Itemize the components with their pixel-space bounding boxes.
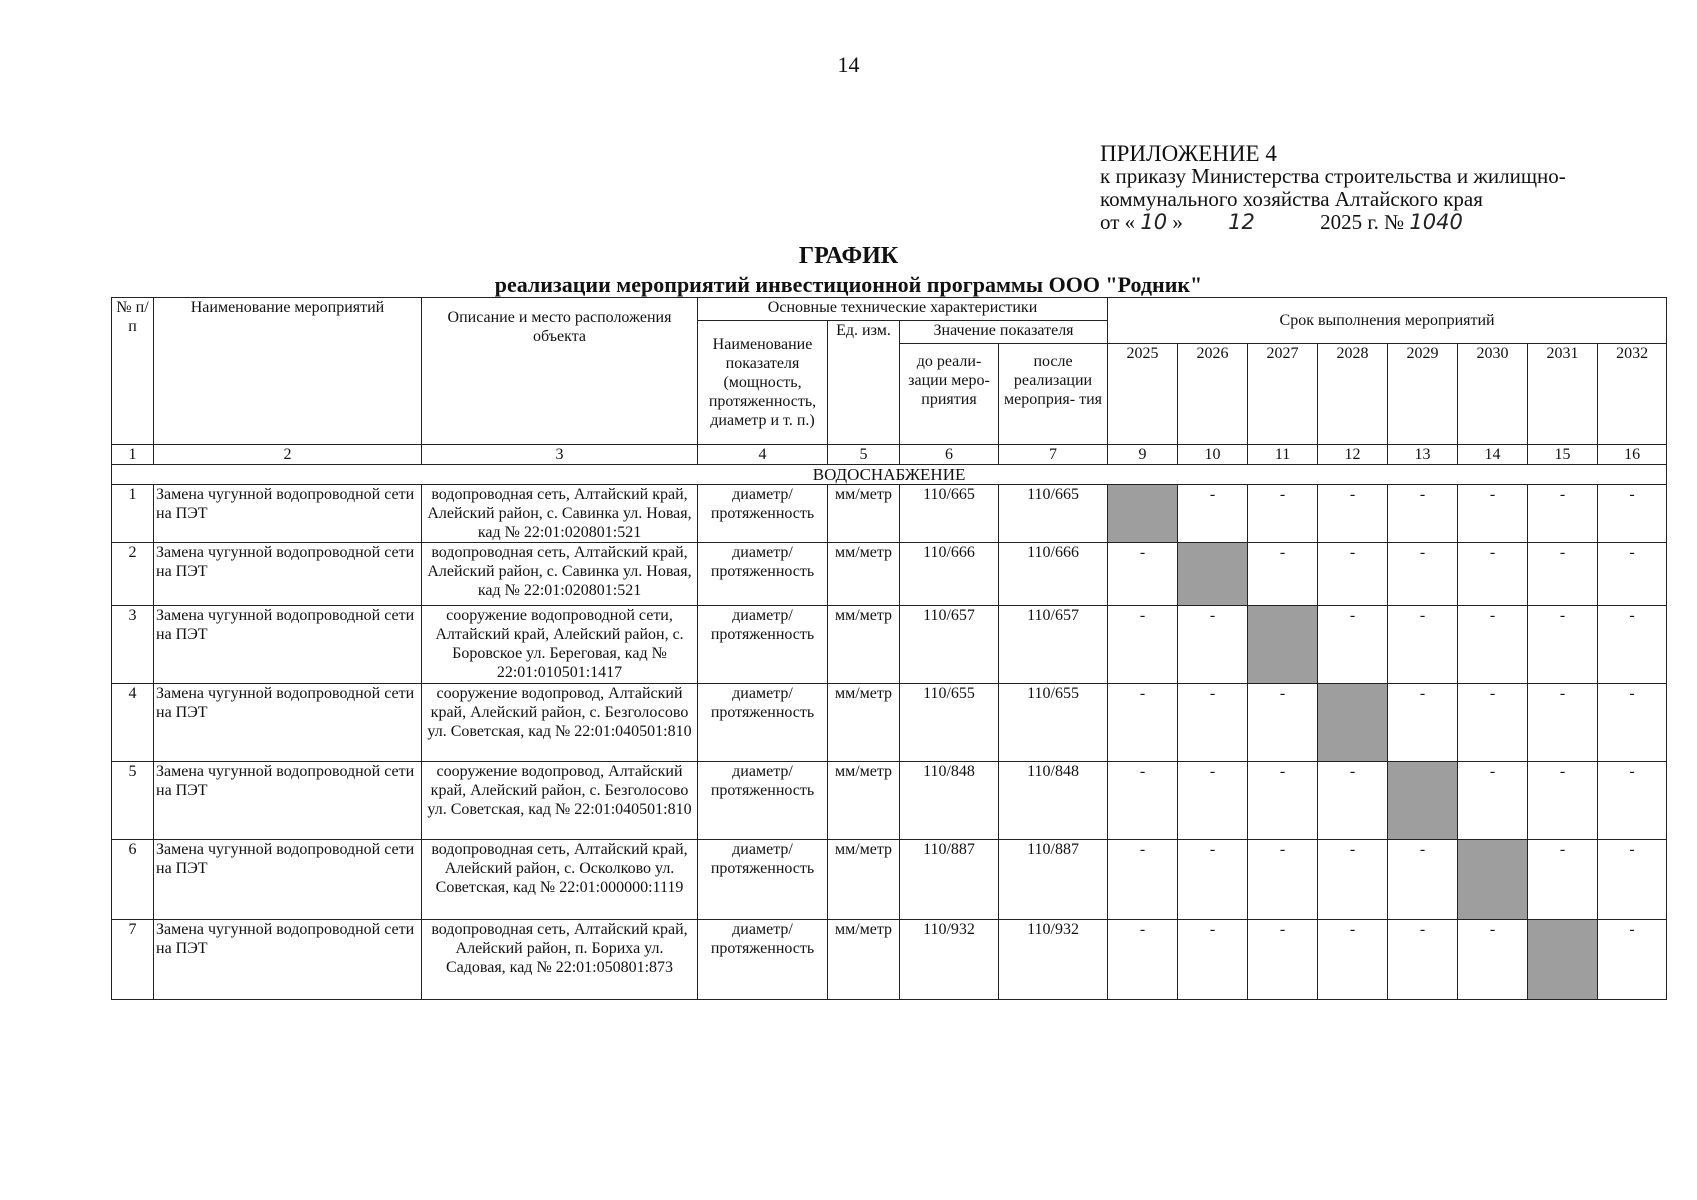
row-after: 110/887: [999, 840, 1108, 920]
row-indicator: диаметр/ протяженность: [698, 543, 828, 606]
appendix-line-1: к приказу Министерства строительства и жилищно-: [1100, 164, 1566, 188]
empty-year-cell: -: [1528, 485, 1598, 543]
document-subtitle: реализации мероприятий инвестиционной программы ООО "Родник": [494, 272, 1203, 297]
row-name: Замена чугунной водопроводной сети на ПЭТ: [154, 762, 422, 840]
empty-year-cell: -: [1248, 920, 1318, 1000]
row-indicator: диаметр/ протяженность: [698, 606, 828, 684]
header-year: 2032: [1598, 344, 1667, 445]
empty-year-cell: -: [1178, 606, 1248, 684]
empty-year-cell: -: [1598, 684, 1667, 762]
column-number: 15: [1528, 445, 1598, 465]
table-row: [112, 684, 1667, 762]
date-day: 10: [1140, 210, 1168, 234]
empty-year-cell: -: [1178, 762, 1248, 840]
empty-year-cell: -: [1598, 762, 1667, 840]
column-number: 6: [900, 445, 999, 465]
date-year: 2025 г. №: [1320, 210, 1405, 234]
column-number: 9: [1108, 445, 1178, 465]
table-row: [112, 920, 1667, 1000]
header-year: 2027: [1248, 344, 1318, 445]
row-number: 1: [112, 485, 154, 543]
empty-year-cell: -: [1598, 485, 1667, 543]
scheduled-year-cell: [1458, 840, 1528, 920]
header-description: Описание и место расположения объекта: [422, 298, 698, 445]
empty-year-cell: -: [1248, 485, 1318, 543]
scheduled-year-cell: [1388, 762, 1458, 840]
header-after: после реализации мероприя- тия: [999, 344, 1108, 445]
empty-year-cell: -: [1318, 920, 1388, 1000]
scheduled-year-cell: [1178, 543, 1248, 606]
date-prefix: от «: [1100, 210, 1136, 234]
row-description: водопроводная сеть, Алтайский край, Алейский район, с. Осколково ул. Советская, кад № 22:01:000000:1119: [422, 840, 698, 920]
row-before: 110/665: [900, 485, 999, 543]
empty-year-cell: -: [1318, 606, 1388, 684]
row-after: 110/665: [999, 485, 1108, 543]
document-title: ГРАФИК: [798, 243, 899, 269]
empty-year-cell: -: [1388, 920, 1458, 1000]
empty-year-cell: -: [1248, 684, 1318, 762]
column-number: 14: [1458, 445, 1528, 465]
empty-year-cell: -: [1598, 543, 1667, 606]
column-number: 2: [154, 445, 422, 465]
scheduled-year-cell: [1528, 920, 1598, 1000]
column-number: 7: [999, 445, 1108, 465]
header-year: 2026: [1178, 344, 1248, 445]
row-description: водопроводная сеть, Алтайский край, Алейский район, п. Бориха ул. Садовая, кад № 22:01:050801:873: [422, 920, 698, 1000]
empty-year-cell: -: [1178, 920, 1248, 1000]
empty-year-cell: -: [1458, 606, 1528, 684]
column-number: 4: [698, 445, 828, 465]
header-indicator-value: Значение показателя: [900, 321, 1108, 344]
scheduled-year-cell: [1108, 485, 1178, 543]
row-name: Замена чугунной водопроводной сети на ПЭТ: [154, 920, 422, 1000]
empty-year-cell: -: [1248, 762, 1318, 840]
row-unit: мм/метр: [828, 762, 900, 840]
row-name: Замена чугунной водопроводной сети на ПЭТ: [154, 684, 422, 762]
table-row: [112, 840, 1667, 920]
row-indicator: диаметр/ протяженность: [698, 684, 828, 762]
empty-year-cell: -: [1388, 543, 1458, 606]
row-name: Замена чугунной водопроводной сети на ПЭТ: [154, 485, 422, 543]
appendix-line-2: коммунального хозяйства Алтайского края: [1100, 187, 1483, 211]
empty-year-cell: -: [1528, 684, 1598, 762]
row-unit: мм/метр: [828, 485, 900, 543]
column-number: 13: [1388, 445, 1458, 465]
scheduled-year-cell: [1248, 606, 1318, 684]
row-number: 6: [112, 840, 154, 920]
empty-year-cell: -: [1318, 485, 1388, 543]
column-number: 10: [1178, 445, 1248, 465]
row-unit: мм/метр: [828, 684, 900, 762]
empty-year-cell: -: [1388, 606, 1458, 684]
row-before: 110/848: [900, 762, 999, 840]
empty-year-cell: -: [1528, 543, 1598, 606]
order-number: 1040: [1409, 210, 1463, 234]
table-row: [112, 485, 1667, 543]
table-row: [112, 543, 1667, 606]
row-indicator: диаметр/ протяженность: [698, 920, 828, 1000]
empty-year-cell: -: [1178, 684, 1248, 762]
row-after: 110/932: [999, 920, 1108, 1000]
header-before: до реали- зации меро- приятия: [900, 344, 999, 445]
row-number: 7: [112, 920, 154, 1000]
row-indicator: диаметр/ протяженность: [698, 762, 828, 840]
empty-year-cell: -: [1108, 840, 1178, 920]
date-month: 12: [1228, 210, 1255, 234]
empty-year-cell: -: [1178, 840, 1248, 920]
empty-year-cell: -: [1528, 606, 1598, 684]
row-after: 110/848: [999, 762, 1108, 840]
empty-year-cell: -: [1248, 543, 1318, 606]
header-num: № п/п: [112, 298, 154, 445]
column-number: 11: [1248, 445, 1318, 465]
empty-year-cell: -: [1458, 485, 1528, 543]
empty-year-cell: -: [1388, 840, 1458, 920]
row-name: Замена чугунной водопроводной сети на ПЭТ: [154, 606, 422, 684]
header-year: 2025: [1108, 344, 1178, 445]
empty-year-cell: -: [1388, 485, 1458, 543]
empty-year-cell: -: [1528, 762, 1598, 840]
empty-year-cell: -: [1318, 762, 1388, 840]
empty-year-cell: -: [1108, 762, 1178, 840]
column-number: 12: [1318, 445, 1388, 465]
header-unit: Ед. изм.: [828, 321, 900, 445]
empty-year-cell: -: [1458, 762, 1528, 840]
header-year: 2030: [1458, 344, 1528, 445]
row-before: 110/666: [900, 543, 999, 606]
row-number: 5: [112, 762, 154, 840]
empty-year-cell: -: [1108, 684, 1178, 762]
row-number: 4: [112, 684, 154, 762]
date-mid: »: [1172, 210, 1183, 234]
row-number: 3: [112, 606, 154, 684]
row-unit: мм/метр: [828, 920, 900, 1000]
table-row: [112, 762, 1667, 840]
row-description: сооружение водопровод, Алтайский край, Алейский район, с. Безголосово ул. Советская, кад № 22:01:040501:810: [422, 684, 698, 762]
header-indicator-name: Наименование показателя (мощность, протяженность, диаметр и т. п.): [698, 321, 828, 445]
empty-year-cell: -: [1108, 606, 1178, 684]
header-year: 2029: [1388, 344, 1458, 445]
appendix-date-line: [1100, 211, 1660, 234]
table-row: [112, 606, 1667, 684]
row-description: сооружение водопровод, Алтайский край, Алейский район, с. Безголосово ул. Советская, кад № 22:01:040501:810: [422, 762, 698, 840]
row-name: Замена чугунной водопроводной сети на ПЭТ: [154, 840, 422, 920]
header-tech: Основные технические характеристики: [698, 298, 1108, 321]
empty-year-cell: -: [1178, 485, 1248, 543]
header-name: Наименование мероприятий: [154, 298, 422, 445]
row-unit: мм/метр: [828, 606, 900, 684]
row-before: 110/932: [900, 920, 999, 1000]
column-number: 3: [422, 445, 698, 465]
empty-year-cell: -: [1458, 920, 1528, 1000]
schedule-table: [111, 297, 1667, 1000]
row-after: 110/655: [999, 684, 1108, 762]
scheduled-year-cell: [1318, 684, 1388, 762]
appendix-title: ПРИЛОЖЕНИЕ 4: [1100, 141, 1277, 166]
page-number: 14: [837, 52, 860, 77]
header-year: 2028: [1318, 344, 1388, 445]
empty-year-cell: -: [1458, 684, 1528, 762]
empty-year-cell: -: [1598, 606, 1667, 684]
row-unit: мм/метр: [828, 543, 900, 606]
row-description: водопроводная сеть, Алтайский край, Алейский район, с. Савинка ул. Новая, кад № 22:01:020801:521: [422, 543, 698, 606]
column-number: 1: [112, 445, 154, 465]
row-description: сооружение водопроводной сети, Алтайский край, Алейский район, с. Боровское ул. Береговая, кад № 22:01:010501:1417: [422, 606, 698, 684]
column-number: 5: [828, 445, 900, 465]
row-indicator: диаметр/ протяженность: [698, 840, 828, 920]
row-before: 110/655: [900, 684, 999, 762]
empty-year-cell: -: [1318, 543, 1388, 606]
empty-year-cell: -: [1248, 840, 1318, 920]
empty-year-cell: -: [1598, 920, 1667, 1000]
row-indicator: диаметр/ протяженность: [698, 485, 828, 543]
column-number: 16: [1598, 445, 1667, 465]
row-number: 2: [112, 543, 154, 606]
row-after: 110/657: [999, 606, 1108, 684]
row-before: 110/657: [900, 606, 999, 684]
empty-year-cell: -: [1528, 840, 1598, 920]
empty-year-cell: -: [1108, 920, 1178, 1000]
row-after: 110/666: [999, 543, 1108, 606]
row-before: 110/887: [900, 840, 999, 920]
header-year: 2031: [1528, 344, 1598, 445]
row-unit: мм/метр: [828, 840, 900, 920]
empty-year-cell: -: [1318, 840, 1388, 920]
row-name: Замена чугунной водопроводной сети на ПЭТ: [154, 543, 422, 606]
header-term: Срок выполнения мероприятий: [1108, 298, 1667, 344]
appendix-block: [1100, 142, 1660, 234]
empty-year-cell: -: [1458, 543, 1528, 606]
section-title: ВОДОСНАБЖЕНИЕ: [112, 465, 1667, 485]
empty-year-cell: -: [1598, 840, 1667, 920]
row-description: водопроводная сеть, Алтайский край, Алейский район, с. Савинка ул. Новая, кад № 22:01:020801:521: [422, 485, 698, 543]
empty-year-cell: -: [1388, 684, 1458, 762]
empty-year-cell: -: [1108, 543, 1178, 606]
